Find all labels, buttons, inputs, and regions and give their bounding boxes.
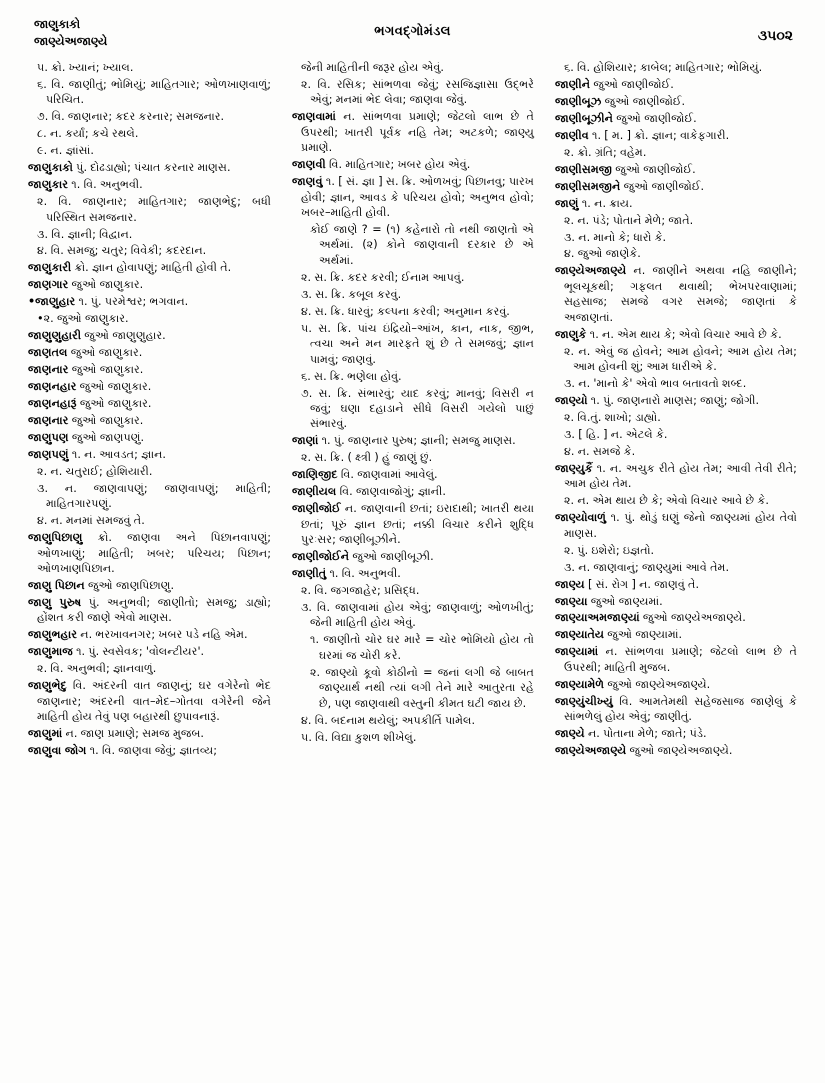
entry-definition: ન. જાણવાની છતાં; ઇરાદાથી; ખાતરી થયા છતાં; પૂરું જ્ઞાન છતાં; નક્કી વિચાર કરીને શુદ્ધિ પુરઃસર; જાણીબૂઝીને. [300,502,534,547]
dictionary-entry [292,566,534,581]
entry-definition: ૧. વિ. જાણવા જેવું; જ્ઞાતવ્ય; [86,744,218,758]
entry-definition: ૧. ન. અચુક રીતે હોય તેમ; આવી તેવી રીતે; આમ હોય તેમ. [563,461,797,491]
dictionary-entry [555,246,797,261]
dictionary-entry [555,694,797,725]
entry-definition: ૨. ક્રો. ગ્રંતિ; વહેમ. [563,145,647,159]
entry-definition: ૨. સ. ક્રિ. ( ક્ષ્ત્રી ) હું જાણું છું. [300,451,433,465]
dictionary-entry [555,543,797,558]
dictionary-entry [555,230,797,245]
dictionary-entry [28,661,271,676]
entry-headword: જાણીસમજીને [554,179,621,193]
entry-definition: ૩. વિ. જ્ઞાની; વિદ્વાન. [37,227,133,241]
entry-definition: જુઓ જાણ્યેઅજાણ્યે. [604,677,711,691]
entry-definition: ન. જાણીને અથવા નહિ જાણીને; ભૂલચૂકથી; ગફલત થવાથી; ભેખપરવાણામાં; સહસાજ; સમજે વગર સમજે; જાણતાં કે અજાણતાં. [563,264,797,324]
dictionary-entry [28,143,271,158]
dictionary-entry [292,109,534,155]
entry-definition: ન. પોતાના મેળે; જાતે; પંડે. [584,727,707,741]
dictionary-entry [555,610,797,625]
dictionary-entry [28,513,271,528]
entry-definition: ન. સાંભળવા પ્રમાણે; જેટલો લાભ છે તે ઉપરથી; માહિતી મુજબ. [563,645,797,674]
entry-definition: વિ. જાણવાજોગું; જ્ઞાની. [336,485,446,499]
dictionary-entry [28,464,271,479]
entry-definition: જુઓ જાણીજોઈ. [620,179,705,193]
entry-headword: જાણ્યેઅજાણ્યે [554,264,627,278]
entry-headword: જાણીબૂઝ [554,94,602,108]
entry-headword: •જાણુહાર [28,295,76,309]
entry-definition: પું. દોઢડાહ્યો; પંચાત કરનાર માણસ. [72,161,231,175]
entry-headword: જાણુપણ [28,430,69,444]
entry-definition: જુઓ જાણુણુહાર. [81,329,166,343]
column-2 [281,60,544,1060]
dictionary-entry [292,450,534,465]
dictionary-entry [555,461,797,492]
entry-definition: ૧. ન. આવડત; જ્ઞાન. [68,447,166,461]
dictionary-entry [28,379,271,394]
entry-definition: ૪. વિ. બદનામ થયેલું; અપકીર્તિ પામેલ. [300,713,476,727]
entry-headword: જાણુમાં [28,727,63,741]
entry-definition: ૪. ન. સમજે કે. [563,444,636,458]
dictionary-entry [555,627,797,642]
entry-definition: ૧. ન. ક્રાય. [578,196,633,210]
entry-definition: ૩. સ. ક્રિ. કબૂલ કરવું. [300,287,402,301]
entry-definition: ન. જાણ પ્રમાણે; સમજ મુજબ. [62,727,204,741]
dictionary-entry [28,396,271,411]
dictionary-entry [555,594,797,609]
entry-definition: ૨. ન. એવું જ હોવને; આમ હોવને; આમ હોય તેમ; આમ હોવની શું; આમ ધારીએ કે. [563,344,797,374]
dictionary-entry [555,493,797,508]
entry-headword: જાણ્યુકૈં [554,461,593,475]
dictionary-entry [292,157,534,172]
dictionary-entry [28,109,271,124]
entry-definition: ૮. ન. કર્યાં; કચે રથલે. [37,127,139,141]
running-head [18,16,807,60]
dictionary-entry [292,467,534,482]
entry-headword: જાણીને [554,77,591,91]
entry-headword: જાણિજીદ [291,468,338,482]
entry-headword: જાણુકાકો [28,161,73,175]
entry-headword: જાણ્યાતેય [554,628,605,642]
entry-definition: ૪. જુઓ જાણેકે. [563,247,641,261]
entry-headword: જાણ્યુંચીખ્યું [554,694,613,708]
entry-headword: જાણનાર [28,414,69,428]
entry-headword: જાણું [554,196,579,210]
entry-definition: ક્રો. જાણવા અને પિછાનવાપણું; ઓળખાણું; માહિતી; ખબર; પરિચય; પિછાન; ઓળખાણપિછાન. [37,531,271,576]
entry-definition: ૨. વિ. જાણનાર; માહિતગાર; જાણભેદુ; બધી પરિસ્થિત સમજનાર. [37,195,271,224]
entry-definition: ૨. વિ. રસિક; સાંભળવા જેવું; રસજિજ્ઞાસા ઉદ્ભરે એવું; મનમાં ભેદ લેવા; જાણવા જેવું. [300,77,534,107]
entry-definition: •૨. જુઓ જાણુકાર. [37,312,129,326]
entry-definition: ૧. પું. થોડું ઘણું જેનો જાણ્યમાં હોય તેવો માણસ. [563,511,797,540]
entry-definition: ક્રો. જ્ઞાન હોવાપણું; માહિતી હોવી તે. [71,261,232,275]
book-title: ભગવદ્ગોમંડલ [374,24,451,39]
entry-definition: ૨. સ. ક્રિ. કદર કરવી; ઈનામ આપવું. [300,270,465,284]
entry-headword: જાણીયલ [291,485,337,499]
entry-definition: ૭. વિ. જાણનાર; કદર કરનાર; સમજનાર. [37,110,225,124]
dictionary-entry [28,345,271,360]
entry-definition: કોઈ જાણે ? = (૧) કહેનારો તો નથી જાણતો એ અર્થમાં. (૨) કોને જાણવાની દરકાર છે એ અર્થમાં. [309,223,534,267]
dictionary-entry [28,277,271,292]
dictionary-entry [292,713,534,728]
column-1 [18,60,281,1060]
dictionary-entry [28,243,271,258]
entry-definition: જુઓ જાણીજોઈ. [612,111,697,125]
dictionary-entry [555,427,797,442]
dictionary-entry [292,501,534,547]
dictionary-entry [28,177,271,192]
entry-headword: જાણુ પિછાન [28,579,85,593]
dictionary-entry [292,386,534,432]
entry-definition: [ સં. રોગ ] ન. જાણવું તે. [584,577,700,591]
entry-definition: ૩. ન. જાણવાનું; જાણ્યુમાં આવે તેમ. [563,560,729,574]
entry-headword: જાણુકારી [28,261,72,275]
entry-definition: ૧. [ મ. ] ક્રો. જ્ઞાન; વાકેફગારી. [588,128,730,142]
entry-headword: જાણીસમજી [554,162,612,176]
page-number: ૩૫૦૨ [757,28,793,44]
running-head-left-line1: જાણુકાકો [34,17,81,31]
dictionary-entry [28,260,271,275]
entry-headword: જાણવામાં [291,110,336,124]
entry-definition: ૩. વિ. જાણવામાં હોય એવું; જાણવાળું; ઓળખીતું; જેની માહિતી હોય એવું. [300,600,534,630]
entry-definition: ૨. ન. એમ થાય છે કે; એવો વિચાર આવે છે કે. [563,494,769,508]
dictionary-entry [555,376,797,391]
entry-headword: જાણ્યોવાળું [554,511,606,525]
dictionary-entry [555,213,797,228]
entry-definition: વિ. આમતેમથી સહેજસાજ જાણેલું કે સાંભળેલું હોય એવું; જાણીતું. [563,694,797,724]
entry-headword: જાણ્ય [554,577,585,591]
dictionary-entry [292,632,534,663]
entry-definition: જુઓ જાણુકાર. [67,346,143,360]
dictionary-entry [292,174,534,220]
entry-definition: ૯. ન. જ્ઞાંસાં. [37,144,94,158]
entry-definition: ૧. પું. સ્વસેવક; 'વોલન્ટીયર'. [72,645,205,659]
entry-headword: જાણગાર [28,278,69,292]
entry-definition: જુઓ જાણ્યેઅજાણ્યે. [639,611,746,625]
entry-definition: જુઓ જાણીજોઈ. [590,77,674,91]
entry-definition: જુઓ જાણીજોઈ. [601,94,686,108]
entry-definition: જુઓ જાણ્યામાં. [604,628,683,642]
entry-definition: ૨. વિ.તું. શાખો; ડાહ્યો. [563,411,661,425]
entry-definition: ૧. પું. જાણનાર પુરુષ; જ્ઞાની; સમજુ માણસ. [318,434,516,448]
entry-definition: ૬. વિ. હોશિયાર; કાબેલ; માહિતગાર; ભોમિયું. [563,61,763,74]
dictionary-entry [555,677,797,692]
entry-definition: જુઓ જાણુકાર. [68,278,144,292]
entry-headword: જાણુ પુરુષ [28,596,82,609]
dictionary-entry [292,369,534,384]
dictionary-entry [292,77,534,108]
entry-definition: ૩. [ હિ. ] ન. એટલે કે. [563,427,668,441]
dictionary-entry [292,730,534,745]
dictionary-entry [555,327,797,342]
dictionary-entry [555,60,797,75]
entry-definition: ૧. [ સં. જ્ઞા ] સ. ક્રિ. ઓળખવું; પિછાનવુ; પારખ હોવી; જ્ઞાન, આવડ કે પરિચય હોવો; અનુભવ હોવો; ખબર–માહિતી હોવી. [300,175,534,220]
entry-definition: જુઓ જાણપિછાણુ. [84,579,175,593]
columns-container [18,60,807,1060]
entry-headword: જાણતલ [28,346,68,360]
entry-headword: જાણુણુહારી [28,329,82,343]
entry-definition: ૧. ન. એમ થાય કે; એવો વિચાર આવે છે કે. [586,327,782,341]
dictionary-entry [555,577,797,592]
dictionary-entry [292,549,534,564]
entry-definition: ૨. ન. ચતુરાઈ; હોશિયારી. [37,464,153,478]
entry-headword: જાણ્યામેળે [554,677,605,691]
dictionary-entry [292,287,534,302]
entry-definition: વિ. અંદરની વાત જાણનું; ઘર વગેરેનો ભેદ જાણનાર; અંદરની વાત–મેદ–ગોતવા વગેરેની જેને માહિતી હોય તેવું પણ બહારથી છુપાવનારૂં. [37,679,271,724]
entry-definition: જુઓ જાણ્યમાં. [587,594,663,608]
entry-definition: ૧. પું. પરમેશ્વર; ભગવાન. [75,295,189,309]
entry-headword: જાણપણું [28,447,69,461]
entry-definition: ૨. જાણ્યો કૂવો કોઠીનો = જનાં લગી જે બાબત જાણ્યાર્થ નથી ત્યાં લગી તેને મારે આતુરતા રહે છે, પણ જાણવાથી વસ્તુની કીમત ઘટી જાય છે. [309,665,534,710]
entry-headword: જાણુપિછાણુ [28,531,83,545]
entry-definition: પું. અનુભવી; જાણીતો; સમજુ; ડાહ્યો; હોંશત કરી જાણે એવો માણસ. [37,596,271,625]
entry-headword: જાણીવ [554,128,589,142]
entry-definition: જુઓ જાણીબૂઝી. [349,550,434,564]
dictionary-entry [292,484,534,499]
entry-headword: જાણ્યા [554,594,588,608]
entry-definition: ૧. વિ. અનુભવી. [68,178,143,192]
dictionary-entry [28,578,271,593]
entry-definition: જુઓ જાણપણું. [68,430,145,444]
dictionary-entry [28,194,271,225]
entry-headword: જાણાં [291,434,319,448]
dictionary-entry [28,430,271,445]
entry-headword: જાણનાર [28,363,69,377]
entry-definition: ૬. વિ. જાણીતું; ભોમિયું; માહિતગાર; ઓળખાણવાળું; પરિચિત. [37,77,271,107]
entry-headword: જાણ્યેઅજાણ્યે [554,744,627,758]
entry-definition: વિ. જાણવામાં આવેલું. [337,468,438,482]
dictionary-entry [28,60,271,75]
dictionary-entry [292,60,534,75]
entry-headword: જાણ્યાઅમજાણ્યાં [554,611,640,625]
entry-definition: ૪. ન. મનમાં સમજવું તે. [37,514,145,528]
dictionary-entry [28,160,271,175]
dictionary-entry [555,644,797,675]
entry-headword: જાણીજોઈને [291,550,350,564]
entry-headword: જાણુભહાર [28,628,78,642]
dictionary-entry [292,600,534,631]
dictionary-entry [292,270,534,285]
entry-definition: ૪. સ. ક્રિ. ધારવું; કલ્પના કરવી; અનુમાન કરવું. [300,304,510,318]
entry-headword: જાણીતું [291,567,327,581]
entry-definition: ૬. સ. ક્રિ. ભણેલા હોવું. [300,369,402,383]
dictionary-entry [555,179,797,194]
dictionary-entry [28,627,271,642]
dictionary-entry [292,583,534,598]
dictionary-entry [555,145,797,160]
dictionary-entry [28,413,271,428]
dictionary-entry [292,222,534,268]
dictionary-entry [28,530,271,576]
entry-headword: જાણ્યો [554,394,588,408]
entry-definition: જુઓ જાણુકાર. [68,363,144,377]
entry-headword: જાણ્યે [554,727,585,741]
entry-definition: ૨. ન. પંડે; પોતાને મેળે; જાતે. [563,213,694,227]
entry-definition: ૫. ક્રો. ખ્યાનં; ખ્યાલ. [37,61,134,74]
entry-definition: ૫. વિ. વિદ્યા કુશળ શીખેલું. [300,730,417,744]
running-head-left-line2: જાણ્યેઅજાણ્યે [34,33,108,48]
dictionary-entry [28,595,271,626]
entry-definition: ૪. વિ. સમજુ; ચતુર; વિવેકી; કદરદાન. [37,244,207,258]
entry-definition: ૫. સ. ક્રિ. પાંચ ઇંદ્રિયો–આંખ, કાન, નાક, જીભ, ત્વચા અને મન મારફતે શું છે તે સમજવું; જ્ઞાન પામવું; જાણવું. [300,321,534,366]
entry-definition: જુઓ જાણીજોઈ. [611,162,696,176]
entry-headword: જાણુકે [554,327,587,341]
dictionary-entry [28,311,271,326]
entry-definition: ન. સાંભળવા પ્રમાણે; જેટલો લાભ છે તે ઉપરથી; ખાતરી પૂર્વક નહિ તેમ; અટકળે; જાણ્યુ પ્રમાણે. [300,110,534,155]
dictionary-entry [28,678,271,724]
dictionary-entry [555,128,797,143]
entry-definition: ૩. ન. જાણવાપણું; જાણવાપણું; માહિતી; માહિતગારપણું. [37,481,271,511]
entry-definition: ૧. વિ. અનુભવી. [326,567,401,581]
entry-definition: ૨. વિ. અનુભવી; જ્ઞાનવાળું. [37,662,157,676]
entry-definition: જેની માહિતીની જરૂર હોય એવું. [300,61,444,74]
dictionary-entry [555,196,797,211]
dictionary-entry [28,294,271,309]
dictionary-entry [555,726,797,741]
entry-headword: જાણીજોઈ [291,502,341,516]
entry-definition: જુઓ જાણુકાર. [68,414,144,428]
dictionary-entry [28,77,271,108]
dictionary-entry [555,560,797,575]
dictionary-entry [28,447,271,462]
entry-definition: ૩. ન. 'માનો કે' એવો ભાવ બતાવતો શબ્દ. [563,377,747,391]
dictionary-entry [555,743,797,758]
entry-definition: ૨. પું. ઇશેરો; ઇજ્ઞતો. [563,543,655,557]
column-3 [544,60,807,1060]
entry-headword: જાણ્યામાં [554,645,599,659]
dictionary-entry [555,410,797,425]
dictionary-entry [555,77,797,92]
dictionary-entry [555,111,797,126]
dictionary-entry [292,304,534,319]
entry-definition: ૨. વિ. જગજાહેર; પ્રસિદ્ધ. [300,584,420,597]
dictionary-entry [28,227,271,242]
entry-definition: ન. ભરખાવનગર; ખબર પડે નહિ એમ. [77,628,248,642]
entry-definition: જુઓ જાણુકાર. [76,380,152,394]
dictionary-entry [555,510,797,541]
entry-definition: ૭. સ. ક્રિ. સંભારવું; યાદ કરવું; માનવું; વિસરી ન જવું; ઘણા દહાડાને સીધે વિસરી ગયેલો પાછું સંભારવું. [300,386,534,431]
dictionary-entry [292,433,534,448]
dictionary-entry [28,126,271,141]
dictionary-entry [555,444,797,459]
entry-headword: જાણનહારૂં [28,397,77,411]
dictionary-entry [28,362,271,377]
dictionary-entry [555,344,797,375]
entry-headword: જાણુવા જોગ [28,744,87,758]
dictionary-entry [28,743,271,758]
dictionary-entry [555,94,797,109]
dictionary-entry [555,393,797,408]
dictionary-entry [28,726,271,741]
entry-headword: જાણનહાર [28,380,77,394]
dictionary-entry [555,162,797,177]
entry-definition: ૩. ન. માનો કે; ધારો કે. [563,230,667,244]
entry-headword: જાણુકાર [28,178,69,192]
entry-headword: જાણુભેદુ [28,679,67,693]
dictionary-entry [28,644,271,659]
entry-headword: જાણુમાજ [28,645,73,659]
entry-headword: જાણીબૂઝીને [554,111,613,125]
dictionary-entry [28,481,271,512]
entry-definition: જુઓ જાણ્યેઅજાણ્યે. [626,744,733,758]
dictionary-entry [292,321,534,367]
entry-definition: વિ. માહિતગાર; ખબર હોય એવું. [325,158,471,172]
entry-definition: જુઓ જાણુકાર. [76,397,152,411]
dictionary-entry [292,665,534,711]
entry-definition: ૧. જાણીતો ચોર ઘર મારે = ચોર ભોમિયો હોય તો ઘરમાં જ ચોરી કરે. [309,633,534,662]
entry-headword: જાણવી [291,158,326,172]
dictionary-entry [555,263,797,325]
entry-headword: જાણવું [291,175,323,189]
entry-definition: ૧. પું. જાણનારો માણસ; જાણું; જોગી. [587,394,760,408]
dictionary-entry [28,328,271,343]
